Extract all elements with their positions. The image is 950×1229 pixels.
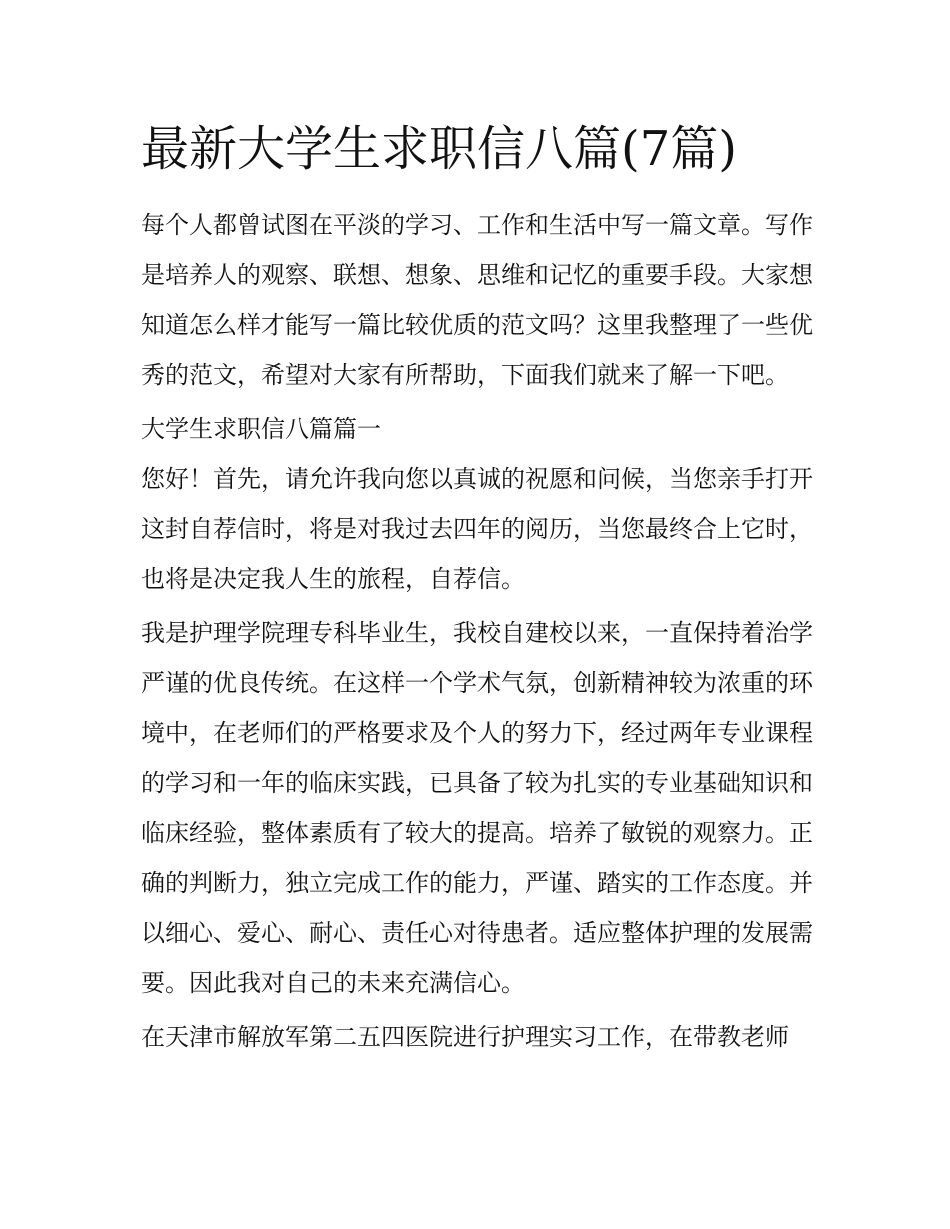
body-paragraph-3: 在天津市解放军第二五四医院进行护理实习工作，在带教老师 — [141, 1023, 789, 1051]
document-body — [141, 112, 813, 1066]
document-title: 最新大学生求职信八篇(7篇) — [141, 121, 737, 177]
body-paragraph-2: 我是护理学院理专科毕业生，我校自建校以来，一直保持着治学严谨的优良传统。在这样一个学术气氛，创新精神较为浓重的环境中，在老师们的严格要求及个人的努力下，经过两年专业课程的学习和一年的临床实践，已具备了较为扎实的专业基础知识和临床经验，整体素质有了较大的提高。培养了敏锐的观察力。正确的判断力，独立完成工作的能力，严谨、踏实的工作态度。并以细心、爱心、耐心、责任心对待患者。适应整体护理的发展需要。因此我对自己的未来充满信心。 — [141, 619, 813, 997]
body-paragraph-1: 您好！首先，请允许我向您以真诚的祝愿和问候，当您亲手打开这封自荐信时，将是对我过去四年的阅历，当您最终合上它时，也将是决定我人生的旅程，自荐信。 — [141, 465, 813, 593]
intro-paragraph: 每个人都曾试图在平淡的学习、工作和生活中写一篇文章。写作是培养人的观察、联想、想象、思维和记忆的重要手段。大家想知道怎么样才能写一篇比较优质的范文吗？这里我整理了一些优秀的范文，希望对大家有所帮助，下面我们就来了解一下吧。 — [141, 211, 813, 389]
section-heading: 大学生求职信八篇篇一 — [141, 415, 381, 443]
